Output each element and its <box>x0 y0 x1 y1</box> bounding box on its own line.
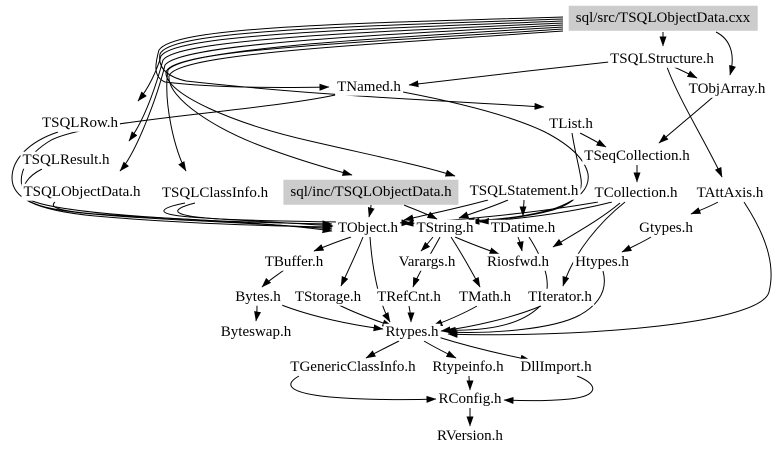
node-tattaxis[interactable]: TAttAxis.h <box>696 184 764 201</box>
node-tlist[interactable]: TList.h <box>549 115 593 132</box>
node-trefcnt[interactable]: TRefCnt.h <box>377 288 441 305</box>
node-tsqlstructure[interactable]: TSQLStructure.h <box>610 50 714 67</box>
node-tdatime[interactable]: TDatime.h <box>490 219 556 236</box>
node-tcollection[interactable]: TCollection.h <box>594 184 678 201</box>
node-tsqlobjectdata_h[interactable]: TSQLObjectData.h <box>23 183 141 200</box>
node-tmath[interactable]: TMath.h <box>458 288 512 305</box>
node-dllimport[interactable]: DllImport.h <box>520 358 592 375</box>
node-tsqlresult[interactable]: TSQLResult.h <box>22 151 110 168</box>
node-rtypeinfo[interactable]: Rtypeinfo.h <box>432 358 504 375</box>
node-tobject[interactable]: TObject.h <box>337 219 399 236</box>
node-tsqlclassinfo[interactable]: TSQLClassInfo.h <box>161 184 269 201</box>
node-titerator[interactable]: TIterator.h <box>528 288 592 305</box>
node-tnamed[interactable]: TNamed.h <box>337 78 401 95</box>
node-tsqlrow[interactable]: TSQLRow.h <box>41 114 119 131</box>
node-cxx[interactable]: sql/src/TSQLObjectData.cxx <box>569 6 758 31</box>
node-rtypes[interactable]: Rtypes.h <box>385 323 439 340</box>
node-rconfig[interactable]: RConfig.h <box>438 390 502 407</box>
node-tbuffer[interactable]: TBuffer.h <box>264 253 324 270</box>
node-riosfwd[interactable]: Riosfwd.h <box>486 253 550 270</box>
node-gtypes[interactable]: Gtypes.h <box>639 219 693 236</box>
node-tgenericclassinfo[interactable]: TGenericClassInfo.h <box>290 358 416 375</box>
node-tseqcollection[interactable]: TSeqCollection.h <box>584 147 690 164</box>
node-inc[interactable]: sql/inc/TSQLObjectData.h <box>283 180 458 205</box>
node-varargs[interactable]: Varargs.h <box>398 253 456 270</box>
node-htypes[interactable]: Htypes.h <box>575 253 629 270</box>
node-bytes[interactable]: Bytes.h <box>235 288 281 305</box>
node-tstorage[interactable]: TStorage.h <box>294 288 362 305</box>
node-tobjarray[interactable]: TObjArray.h <box>688 80 766 97</box>
node-tsqlstatement[interactable]: TSQLStatement.h <box>469 182 579 199</box>
node-tstring[interactable]: TString.h <box>416 219 474 236</box>
node-byteswap[interactable]: Byteswap.h <box>220 323 292 340</box>
node-rversion[interactable]: RVersion.h <box>437 427 503 444</box>
